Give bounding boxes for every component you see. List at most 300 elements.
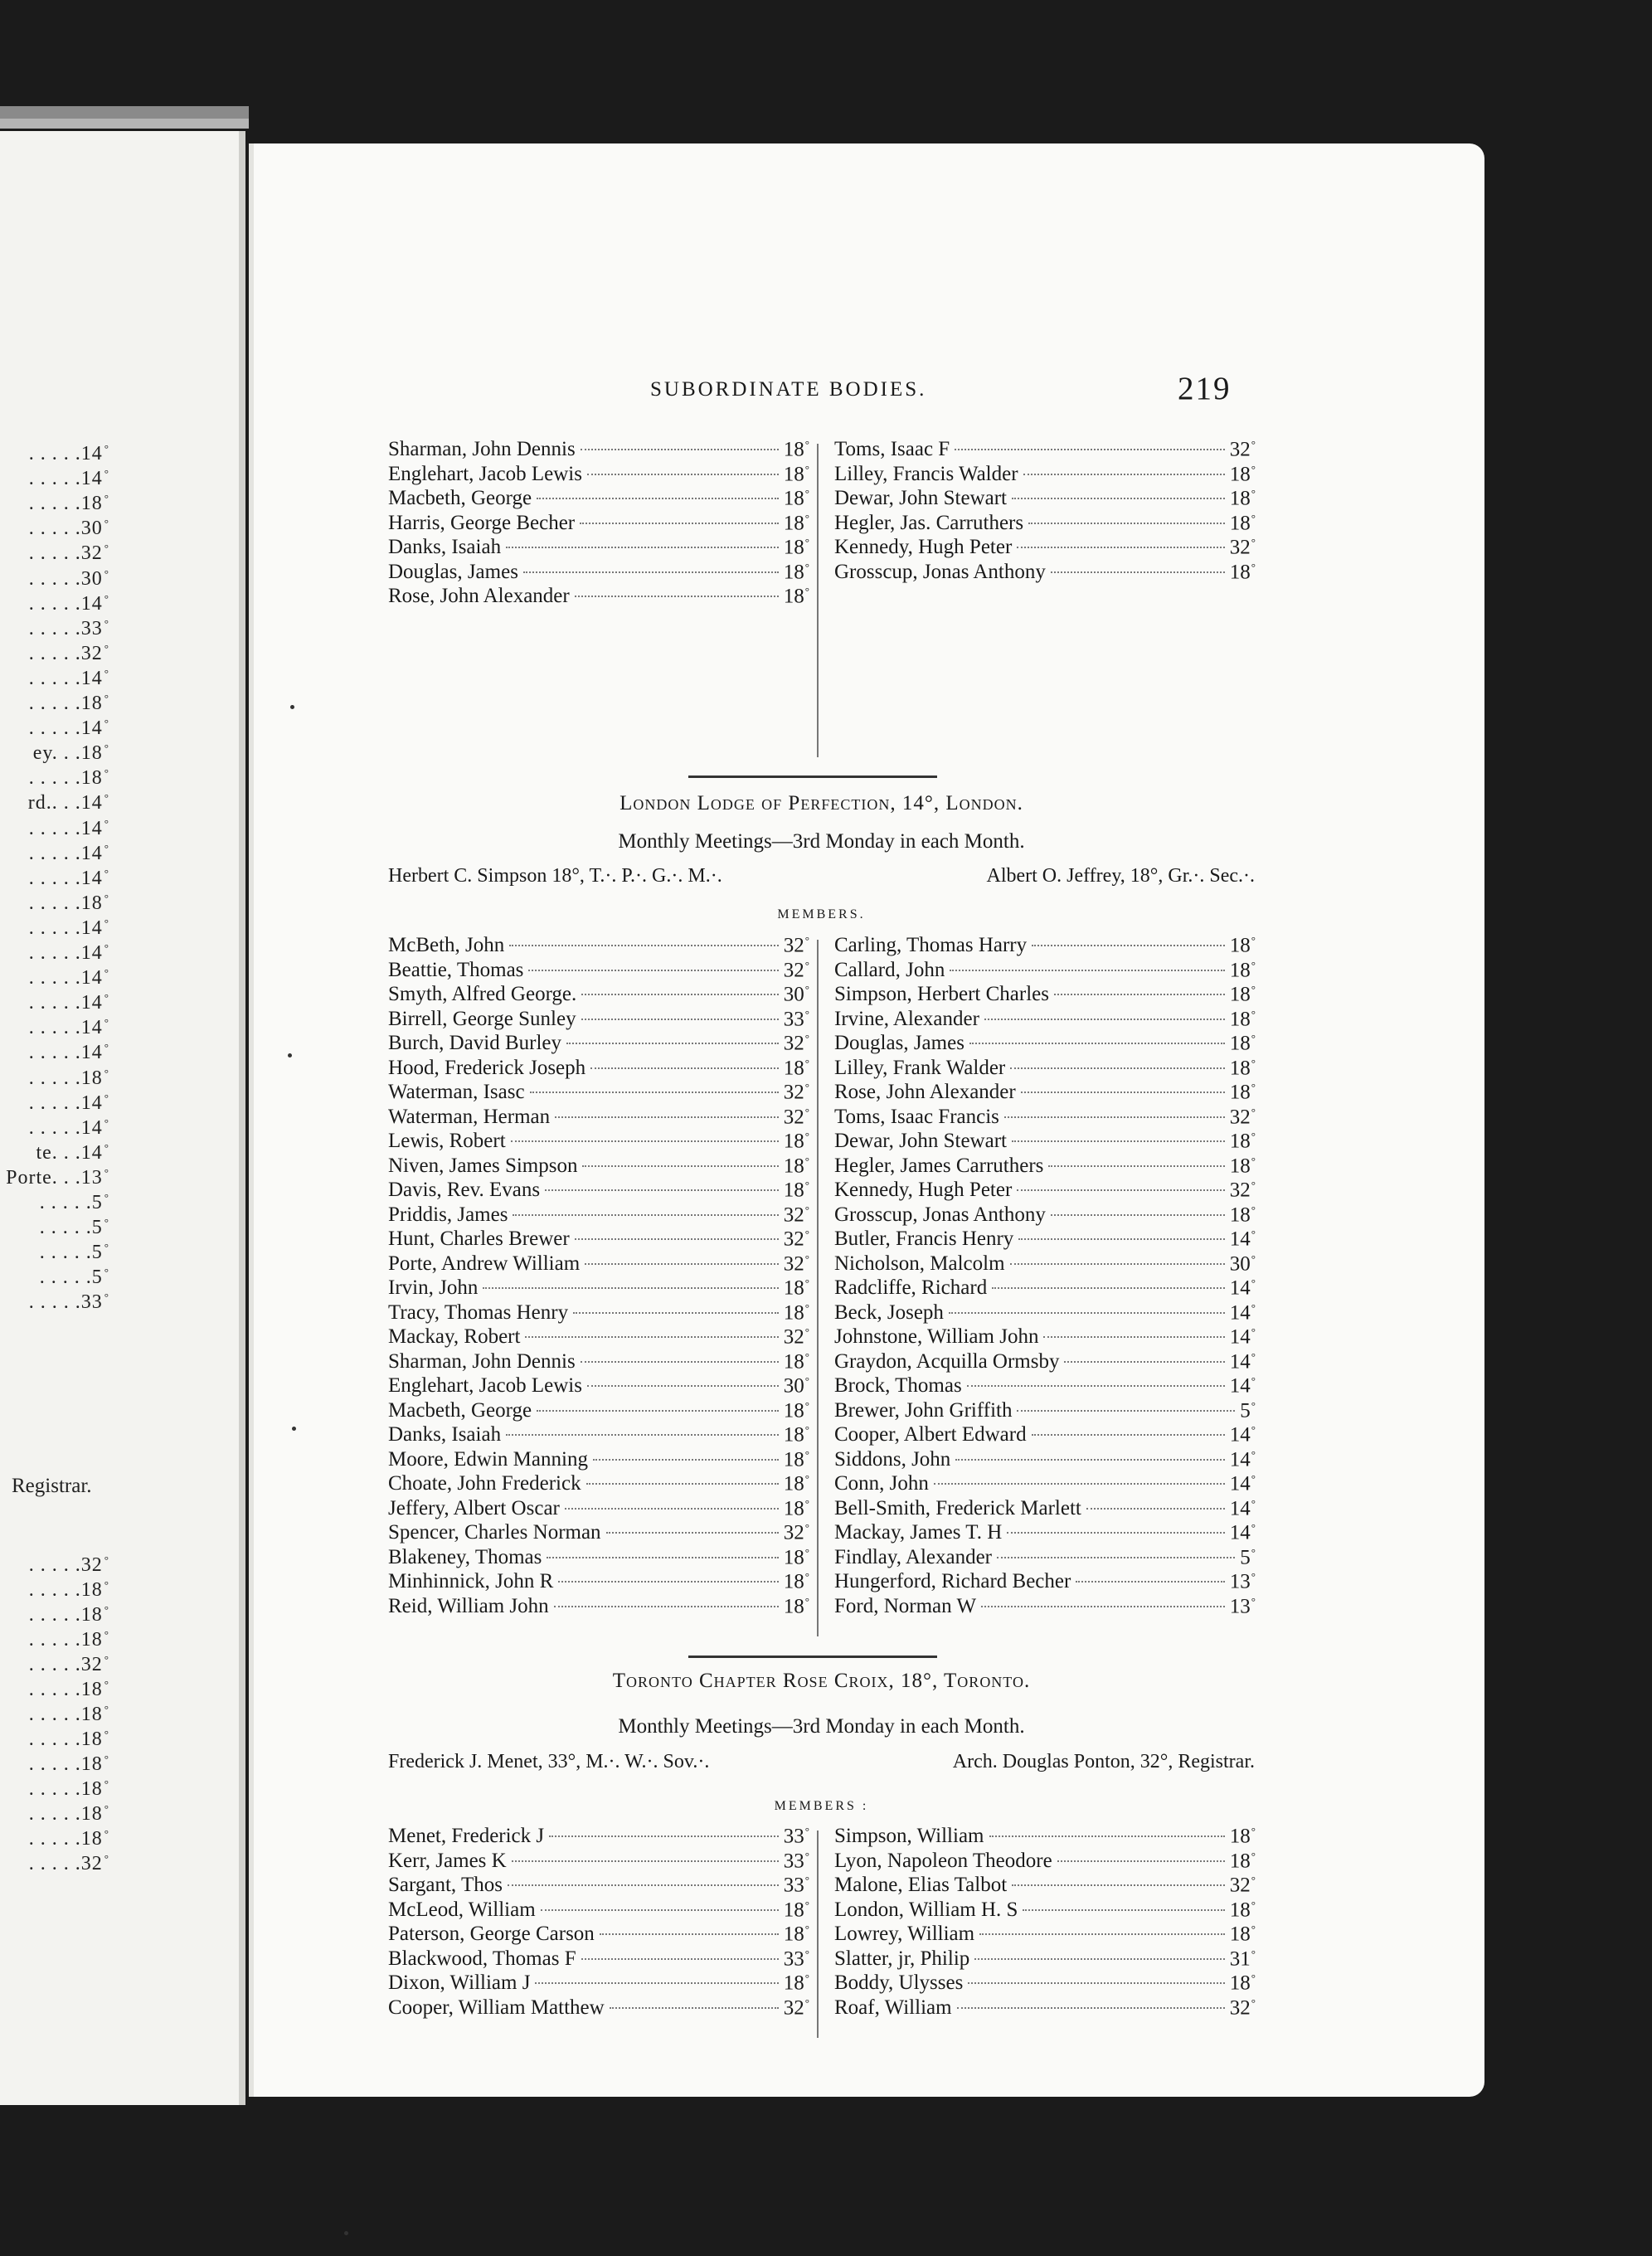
member-degree: 14° <box>1229 1423 1256 1446</box>
leader-dots <box>968 1982 1224 1984</box>
member-degree: 18° <box>783 1301 809 1324</box>
leader-dots <box>1017 1189 1225 1191</box>
member-name: Roaf, William <box>834 1996 952 2019</box>
member-entry <box>388 1203 809 1228</box>
leader-dots <box>581 1958 779 1960</box>
member-degree: 18° <box>1229 1923 1256 1946</box>
member-name: Brock, Thomas <box>834 1374 962 1398</box>
member-name: Macbeth, George <box>388 1398 532 1422</box>
member-degree: 18° <box>1229 1898 1256 1921</box>
member-name: Irvin, John <box>388 1276 479 1300</box>
member-degree: 18° <box>1229 1203 1256 1226</box>
member-name: Sargant, Thos <box>388 1874 503 1897</box>
toronto-members-left <box>388 1825 809 2020</box>
member-entry <box>834 1472 1256 1497</box>
leader-dots <box>1010 1263 1225 1265</box>
member-name: Hunt, Charles Brewer <box>388 1228 570 1251</box>
member-entry <box>834 1057 1256 1082</box>
member-name: Englehart, Jacob Lewis <box>388 1374 582 1398</box>
member-entry <box>388 1252 809 1277</box>
member-name: Danks, Isaiah <box>388 536 502 559</box>
leader-dots <box>1048 1165 1224 1167</box>
leader-dots <box>483 1287 778 1289</box>
facing-page-degree: . . . . .14 ° <box>28 717 109 740</box>
facing-page-degree: . . . . .14 ° <box>28 916 109 939</box>
member-entry <box>834 1301 1256 1326</box>
column-divider <box>817 444 819 757</box>
member-name: Hegler, Jas. Carruthers <box>834 511 1024 534</box>
member-entry <box>388 1972 809 1996</box>
member-entry <box>388 1874 809 1899</box>
member-entry <box>388 1899 809 1923</box>
member-name: Simpson, William <box>834 1825 984 1848</box>
member-degree: 14° <box>1229 1521 1256 1544</box>
member-name: Paterson, George Carson <box>388 1923 595 1946</box>
leader-dots <box>585 1263 779 1265</box>
member-degree: 18° <box>783 1349 809 1373</box>
member-name: Minhinnick, John R <box>388 1570 554 1593</box>
leader-dots <box>1043 1336 1224 1338</box>
member-name: Rose, John Alexander <box>388 585 570 608</box>
member-name: Carling, Thomas Harry <box>834 934 1028 957</box>
member-degree: 18° <box>783 1447 809 1471</box>
member-degree: 18° <box>1229 958 1256 981</box>
member-entry <box>834 1399 1256 1424</box>
leader-dots <box>974 1958 1225 1960</box>
member-entry <box>388 1546 809 1571</box>
facing-page-degree: . . . . .14 ° <box>28 1041 109 1064</box>
member-degree: 18° <box>783 1923 809 1946</box>
member-degree: 18° <box>1229 934 1256 957</box>
member-entry <box>388 1497 809 1522</box>
member-degree: 32° <box>783 1228 809 1251</box>
facing-page-degree: . . . . .14 ° <box>28 1016 109 1039</box>
leader-dots <box>992 1287 1225 1289</box>
facing-page <box>0 131 245 2105</box>
member-entry <box>388 536 809 561</box>
member-name: Choate, John Frederick <box>388 1472 581 1495</box>
member-degree: 18° <box>783 1545 809 1568</box>
leader-dots <box>525 1336 778 1338</box>
member-degree: 18° <box>1229 1825 1256 1848</box>
member-entry <box>834 1008 1256 1033</box>
member-degree: 33° <box>783 1849 809 1872</box>
member-entry <box>388 1595 809 1620</box>
member-entry <box>834 1497 1256 1522</box>
facing-page-degree: . . . . .14 ° <box>28 666 109 689</box>
member-name: Malone, Elias Talbot <box>834 1874 1008 1897</box>
member-name: Lewis, Robert <box>388 1130 506 1153</box>
leader-dots <box>511 1140 779 1142</box>
member-entry <box>388 512 809 537</box>
facing-page-degree: rd.. . .14 ° <box>27 791 109 814</box>
column-divider <box>817 940 819 1636</box>
member-entry <box>834 1276 1256 1301</box>
member-name: Kennedy, Hugh Peter <box>834 1179 1013 1202</box>
london-meetings: Monthly Meetings—3rd Monday in each Month. <box>618 830 1025 853</box>
member-entry <box>388 1923 809 1947</box>
facing-page-degree: . . . . .18 ° <box>28 766 109 790</box>
toronto-members-right <box>834 1825 1256 2020</box>
leader-dots <box>575 1238 779 1240</box>
leader-dots <box>1012 1884 1225 1886</box>
running-title: SUBORDINATE BODIES. <box>650 378 927 401</box>
member-entry <box>834 512 1256 537</box>
member-name: Smyth, Alfred George. <box>388 983 577 1006</box>
member-degree: 32° <box>1229 1179 1256 1202</box>
facing-page-degree: . . . . .18 ° <box>28 891 109 914</box>
leader-dots <box>955 1459 1224 1461</box>
member-degree: 14° <box>1229 1374 1256 1398</box>
member-entry <box>834 561 1256 586</box>
member-entry <box>834 536 1256 561</box>
leader-dots <box>981 1606 1225 1607</box>
member-degree: 18° <box>783 1594 809 1617</box>
member-name: Beck, Joseph <box>834 1301 944 1324</box>
leader-dots <box>1021 1092 1225 1093</box>
member-degree: 32° <box>783 934 809 957</box>
member-degree: 18° <box>783 1423 809 1446</box>
facing-page-degree: . . . . .32 ° <box>28 542 109 565</box>
member-entry <box>834 1252 1256 1277</box>
leader-dots <box>997 1557 1235 1558</box>
leader-dots <box>1032 1434 1225 1436</box>
member-entry <box>834 1106 1256 1130</box>
member-degree: 18° <box>783 438 809 461</box>
member-entry <box>388 438 809 463</box>
member-degree: 18° <box>1229 487 1256 510</box>
member-degree: 32° <box>1229 1874 1256 1897</box>
facing-page-degree: . . . . .30 ° <box>28 517 109 540</box>
member-name: Conn, John <box>834 1472 929 1495</box>
member-degree: 32° <box>783 1521 809 1544</box>
facing-page-degree: . . . . .14 ° <box>28 442 109 464</box>
member-name: Toms, Isaac F <box>834 438 950 461</box>
member-entry <box>834 1570 1256 1595</box>
leader-dots <box>528 970 778 971</box>
leader-dots <box>555 1116 779 1118</box>
leader-dots <box>558 1581 778 1583</box>
member-name: Irvine, Alexander <box>834 1007 979 1030</box>
member-degree: 14° <box>1229 1325 1256 1349</box>
leader-dots <box>1007 1532 1225 1534</box>
leader-dots <box>523 571 779 573</box>
leader-dots <box>587 474 779 475</box>
leader-dots <box>581 1361 779 1363</box>
member-name: Dewar, John Stewart <box>834 487 1007 510</box>
member-name: Brewer, John Griffith <box>834 1398 1013 1422</box>
leader-dots <box>506 1434 779 1436</box>
member-name: Spencer, Charles Norman <box>388 1521 601 1544</box>
member-entry <box>388 1228 809 1252</box>
facing-page-degree: . . . . .14 ° <box>28 467 109 490</box>
member-name: Sharman, John Dennis <box>388 1349 576 1373</box>
member-entry <box>388 1032 809 1057</box>
member-name: Moore, Edwin Manning <box>388 1447 588 1471</box>
member-name: Priddis, James <box>388 1203 508 1226</box>
member-name: Hungerford, Richard Becher <box>834 1570 1071 1593</box>
facing-page-degree: . . . . .18 ° <box>28 1802 109 1825</box>
facing-page-degree: . . . . .5 ° <box>39 1266 109 1289</box>
facing-page-degree: ey. . .18 ° <box>32 741 109 765</box>
member-entry <box>388 1947 809 1972</box>
leader-dots <box>586 1483 779 1485</box>
member-entry <box>388 1155 809 1179</box>
toronto-meetings: Monthly Meetings—3rd Monday in each Month. <box>618 1715 1025 1738</box>
member-name: Simpson, Herbert Charles <box>834 983 1049 1006</box>
member-name: Burch, David Burley <box>388 1032 561 1055</box>
member-name: Harris, George Becher <box>388 511 576 534</box>
member-degree: 18° <box>1229 1056 1256 1079</box>
leader-dots <box>955 449 1225 450</box>
leader-dots <box>1017 1410 1235 1412</box>
member-degree: 14° <box>1229 1228 1256 1251</box>
london-officer-left: Herbert C. Simpson 18°, T.·. P.·. G.·. M.·. <box>388 865 722 887</box>
facing-page-registrar: Registrar. <box>12 1475 92 1497</box>
member-entry <box>834 487 1256 512</box>
member-entry <box>388 561 809 586</box>
member-entry <box>834 1155 1256 1179</box>
facing-page-degree: . . . . .32 ° <box>28 1653 109 1675</box>
member-name: Findlay, Alexander <box>834 1545 993 1568</box>
section-rule <box>688 776 937 778</box>
member-entry <box>388 1350 809 1375</box>
member-degree: 32° <box>1229 438 1256 461</box>
member-degree: 18° <box>1229 1849 1256 1872</box>
member-degree: 32° <box>783 1105 809 1128</box>
member-entry <box>834 1423 1256 1448</box>
member-entry <box>388 1850 809 1874</box>
london-officer-right: Albert O. Jeffrey, 18°, Gr.·. Sec.·. <box>986 865 1255 887</box>
member-name: Lilley, Frank Walder <box>834 1056 1006 1079</box>
leader-dots <box>1032 945 1225 946</box>
member-degree: 32° <box>1229 1105 1256 1128</box>
leader-dots <box>1018 1238 1224 1240</box>
member-name: Douglas, James <box>834 1032 964 1055</box>
facing-page-degree: . . . . .18 ° <box>28 1628 109 1651</box>
facing-page-degree: te. . .14 ° <box>36 1140 109 1164</box>
leader-dots <box>1057 1860 1225 1862</box>
leader-dots <box>1064 1361 1224 1363</box>
facing-page-degree: . . . . .18 ° <box>28 1728 109 1750</box>
member-entry <box>388 1106 809 1130</box>
member-entry <box>834 1179 1256 1203</box>
member-degree: 18° <box>783 1154 809 1177</box>
leader-dots <box>565 1508 779 1510</box>
leader-dots <box>547 1557 778 1558</box>
toronto-officer-right: Arch. Douglas Ponton, 32°, Registrar. <box>952 1751 1255 1772</box>
member-entry <box>388 1130 809 1155</box>
member-degree: 14° <box>1229 1447 1256 1471</box>
member-entry <box>388 463 809 488</box>
scan-speck <box>288 1053 292 1058</box>
leader-dots <box>573 1312 779 1314</box>
facing-page-degree: . . . . .14 ° <box>28 991 109 1014</box>
leader-dots <box>969 1043 1225 1044</box>
member-name: Graydon, Acquilla Ormsby <box>834 1349 1060 1373</box>
member-name: Kennedy, Hugh Peter <box>834 536 1013 559</box>
page-number: 219 <box>1178 371 1232 406</box>
member-degree: 18° <box>783 511 809 534</box>
facing-page-degree: . . . . .18 ° <box>28 492 109 515</box>
scan-speck <box>292 1427 296 1431</box>
facing-page-degree: . . . . .18 ° <box>28 692 109 714</box>
facing-page-degree: . . . . .33 ° <box>28 1291 109 1314</box>
member-name: Waterman, Isasc <box>388 1081 525 1104</box>
member-degree: 30° <box>783 983 809 1006</box>
member-name: Dewar, John Stewart <box>834 1130 1007 1153</box>
facing-page-degree: . . . . .32 ° <box>28 641 109 664</box>
facing-page-degree: . . . . .18 ° <box>28 1827 109 1850</box>
member-degree: 18° <box>783 1972 809 1995</box>
member-name: London, William H. S <box>834 1898 1018 1921</box>
leader-dots <box>593 1459 779 1461</box>
facing-page-degree: . . . . .33 ° <box>28 616 109 639</box>
leader-dots <box>590 1067 779 1069</box>
member-name: Slatter, jr, Philip <box>834 1947 970 1970</box>
member-entry <box>834 1996 1256 2021</box>
member-name: Dixon, William J <box>388 1972 531 1995</box>
member-entry <box>388 983 809 1008</box>
facing-page-degree: Porte. . .13 ° <box>6 1165 109 1189</box>
member-entry <box>834 934 1256 959</box>
member-degree: 33° <box>783 1874 809 1897</box>
leader-dots <box>1023 474 1225 475</box>
member-degree: 14° <box>1229 1301 1256 1324</box>
member-name: Lowrey, William <box>834 1923 975 1946</box>
member-degree: 13° <box>1229 1570 1256 1593</box>
member-name: Lyon, Napoleon Theodore <box>834 1849 1052 1872</box>
leader-dots <box>1017 547 1225 548</box>
page-gutter <box>239 131 245 2105</box>
facing-page-degree: . . . . .14 ° <box>28 841 109 864</box>
member-entry <box>388 959 809 984</box>
leader-dots <box>537 1410 779 1412</box>
member-degree: 5° <box>1240 1398 1256 1422</box>
facing-page-degree: . . . . .5 ° <box>39 1241 109 1264</box>
member-degree: 18° <box>783 1898 809 1921</box>
member-degree: 14° <box>1229 1496 1256 1519</box>
member-entry <box>834 1947 1256 1972</box>
member-name: Douglas, James <box>388 560 518 583</box>
member-name: Toms, Isaac Francis <box>834 1105 999 1128</box>
member-degree: 18° <box>783 1276 809 1300</box>
member-degree: 30° <box>783 1374 809 1398</box>
member-entry <box>388 1081 809 1106</box>
member-degree: 31° <box>1229 1947 1256 1970</box>
member-name: Radcliffe, Richard <box>834 1276 988 1300</box>
member-entry <box>388 1399 809 1424</box>
member-degree: 18° <box>1229 1032 1256 1055</box>
scan-speck <box>344 2231 348 2235</box>
member-name: Nicholson, Malcolm <box>834 1252 1005 1275</box>
member-entry <box>834 438 1256 463</box>
member-name: Rose, John Alexander <box>834 1081 1016 1104</box>
leader-dots <box>967 1385 1225 1387</box>
scan-edge-strip <box>0 119 249 129</box>
continued-members-left <box>388 438 809 610</box>
member-name: Lilley, Francis Walder <box>834 462 1018 485</box>
leader-dots <box>1010 1067 1225 1069</box>
member-name: Tracy, Thomas Henry <box>388 1301 569 1324</box>
leader-dots <box>549 1835 779 1837</box>
scan-speck <box>290 705 294 709</box>
leader-dots <box>581 1019 779 1020</box>
leader-dots <box>950 970 1224 971</box>
member-entry <box>834 1448 1256 1473</box>
facing-page-degree: . . . . .18 ° <box>28 1703 109 1725</box>
member-degree: 18° <box>1229 1130 1256 1153</box>
leader-dots <box>581 449 779 450</box>
facing-page-degree: . . . . .14 ° <box>28 1116 109 1139</box>
leader-dots <box>957 2007 1225 2009</box>
member-degree: 14° <box>1229 1276 1256 1300</box>
member-entry <box>388 1570 809 1595</box>
facing-page-degree: . . . . .18 ° <box>28 1066 109 1089</box>
leader-dots <box>606 1532 779 1534</box>
member-entry <box>834 1546 1256 1571</box>
leader-dots <box>1028 523 1225 524</box>
member-degree: 18° <box>1229 560 1256 583</box>
london-members-left <box>388 934 809 1619</box>
member-name: Mackay, James T. H <box>834 1521 1003 1544</box>
facing-page-degree: . . . . .14 ° <box>28 591 109 615</box>
member-degree: 32° <box>783 1996 809 2019</box>
member-name: Boddy, Ulysses <box>834 1972 964 1995</box>
member-degree: 18° <box>1229 511 1256 534</box>
member-name: McBeth, John <box>388 934 505 957</box>
member-name: Davis, Rev. Evans <box>388 1179 541 1202</box>
facing-page-degree: . . . . .32 ° <box>28 1553 109 1576</box>
member-entry <box>834 1521 1256 1546</box>
member-name: Reid, William John <box>388 1594 549 1617</box>
member-name: Cooper, William Matthew <box>388 1996 605 2019</box>
leader-dots <box>513 1214 778 1216</box>
leader-dots <box>541 1909 779 1911</box>
member-name: Butler, Francis Henry <box>834 1228 1014 1251</box>
member-entry <box>834 1595 1256 1620</box>
member-degree: 18° <box>1229 462 1256 485</box>
member-entry <box>834 1850 1256 1874</box>
member-entry <box>834 983 1256 1008</box>
member-degree: 32° <box>1229 536 1256 559</box>
member-degree: 32° <box>783 1325 809 1349</box>
member-name: Birrell, George Sunley <box>388 1007 576 1030</box>
member-degree: 18° <box>1229 983 1256 1006</box>
member-degree: 5° <box>1240 1545 1256 1568</box>
facing-page-degree: . . . . .14 ° <box>28 1091 109 1114</box>
leader-dots <box>1054 994 1225 995</box>
member-entry <box>834 959 1256 984</box>
member-name: Beattie, Thomas <box>388 958 524 981</box>
facing-page-degree: . . . . .5 ° <box>39 1216 109 1239</box>
member-degree: 18° <box>1229 1081 1256 1104</box>
member-name: Siddons, John <box>834 1447 951 1471</box>
toronto-members-label: MEMBERS : <box>774 1799 869 1813</box>
leader-dots <box>600 1933 779 1935</box>
member-name: Callard, John <box>834 958 945 981</box>
member-name: Grosscup, Jonas Anthony <box>834 560 1046 583</box>
facing-page-degree: . . . . .30 ° <box>28 566 109 590</box>
member-degree: 18° <box>1229 1972 1256 1995</box>
member-entry <box>834 1899 1256 1923</box>
leader-dots <box>1012 498 1225 499</box>
leader-dots <box>587 1385 779 1387</box>
member-entry <box>388 487 809 512</box>
facing-page-degree: . . . . .18 ° <box>28 1753 109 1775</box>
member-entry <box>834 1325 1256 1350</box>
member-degree: 33° <box>783 1947 809 1970</box>
